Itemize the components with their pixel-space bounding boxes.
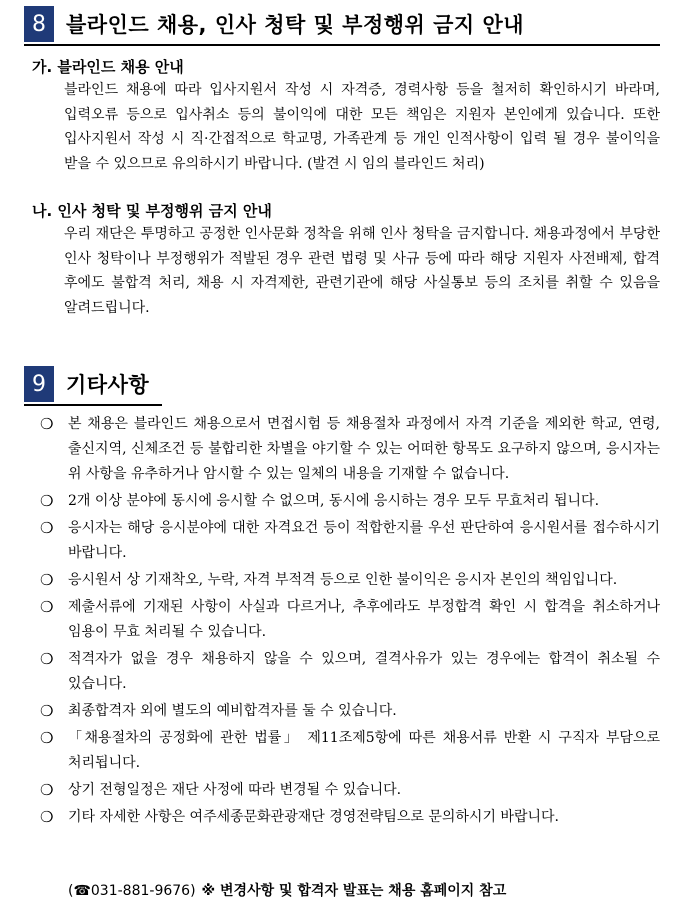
homepage-note: ※ 변경사항 및 합격자 발표는 채용 홈페이지 참고 — [201, 883, 507, 899]
section-8-title: 블라인드 채용, 인사 청탁 및 부정행위 금지 안내 — [66, 13, 525, 37]
list-item — [40, 568, 660, 593]
circle-bullet-icon: ❍ — [40, 781, 54, 799]
list-item-text: 본 채용은 블라인드 채용으로서 면접시험 등 채용절차 과정에서 자격 기준을 제외한 학교, 연령, 출신지역, 신체조건 등 불합리한 차별을 야기할 수 있는 어떠한 항목도 요구하지 않으며, 응시자는 위 사항을 유추하거나 암시할 수 있는 일체의 내용을 기재할 수 없습니다. — [68, 416, 660, 482]
list-item-text: 「채용절차의 공정화에 관한 법률」 제11조제5항에 따른 채용서류 반환 시 구직자 부담으로 처리됩니다. — [68, 730, 660, 771]
list-item-text: 최종합격자 외에 별도의 예비합격자를 둘 수 있습니다. — [68, 703, 397, 719]
circle-bullet-icon: ❍ — [40, 492, 54, 510]
circle-bullet-icon: ❍ — [40, 519, 54, 537]
circle-bullet-icon: ❍ — [40, 650, 54, 668]
notice-list — [40, 412, 660, 832]
section-9-header — [24, 366, 149, 402]
subsection-b-body: 우리 재단은 투명하고 공정한 인사문화 정착을 위해 인사 청탁을 금지합니다. 채용과정에서 부당한 인사 청탁이나 부정행위가 적발된 경우 관련 법령 및 사규 등에 따라 해당 지원자 사전배제, 합격 후에도 불합격 처리, 채용 시 자격제한, 관련기관에 해당 사실통보 등의 조치를 취할 수 있음을 알려드립니다. — [64, 226, 660, 316]
list-item — [40, 489, 660, 514]
list-item-text: 응시원서 상 기재착오, 누락, 자격 부적격 등으로 인한 불이익은 응시자 본인의 책임입니다. — [68, 572, 618, 588]
circle-bullet-icon: ❍ — [40, 808, 54, 826]
section-9-title: 기타사항 — [66, 373, 150, 397]
subsection-a-title: 가. 블라인드 채용 안내 — [32, 58, 184, 76]
contact-line — [68, 880, 506, 900]
list-item-text: 기타 자세한 사항은 여주세종문화관광재단 경영전략팀으로 문의하시기 바랍니다. — [68, 809, 559, 825]
circle-bullet-icon: ❍ — [40, 415, 54, 433]
circle-bullet-icon: ❍ — [40, 729, 54, 747]
list-item — [40, 699, 660, 724]
list-item — [40, 595, 660, 645]
list-item — [40, 726, 660, 776]
list-item — [40, 647, 660, 697]
section-8-header — [24, 6, 524, 42]
list-item-text: 적격자가 없을 경우 채용하지 않을 수 있으며, 결격사유가 있는 경우에는 합격이 취소될 수 있습니다. — [68, 651, 660, 692]
list-item-text: 제출서류에 기재된 사항이 사실과 다르거나, 추후에라도 부정합격 확인 시 합격을 취소하거나 임용이 무효 처리될 수 있습니다. — [68, 599, 660, 640]
phone-number: (☎031-881-9676) — [68, 883, 196, 899]
list-item — [40, 412, 660, 487]
circle-bullet-icon: ❍ — [40, 598, 54, 616]
list-item — [40, 805, 660, 830]
list-item-text: 응시자는 해당 응시분야에 대한 자격요건 등이 적합한지를 우선 판단하여 응시원서를 접수하시기 바랍니다. — [68, 520, 660, 561]
section-8-divider — [24, 44, 660, 46]
section-8-number: 8 — [24, 6, 54, 42]
subsection-b-title: 나. 인사 청탁 및 부정행위 금지 안내 — [32, 202, 272, 220]
list-item-text: 2개 이상 분야에 동시에 응시할 수 없으며, 동시에 응시하는 경우 모두 무효처리 됩니다. — [68, 493, 600, 509]
section-9-number: 9 — [24, 366, 54, 402]
list-item — [40, 516, 660, 566]
list-item — [40, 778, 660, 803]
section-9-divider — [24, 404, 162, 406]
list-item-text: 상기 전형일정은 재단 사정에 따라 변경될 수 있습니다. — [68, 782, 402, 798]
circle-bullet-icon: ❍ — [40, 571, 54, 589]
subsection-a-body: 블라인드 채용에 따라 입사지원서 작성 시 자격증, 경력사항 등을 철저히 확인하시기 바라며, 입력오류 등으로 입사취소 등의 불이익에 대한 모든 책임은 지원자 본인에게 있습니다. 또한 입사지원서 작성 시 직·간접적으로 학교명, 가족관계 등 개인 인적사항이 입력 될 경우 불이익을 받을 수 있으므로 유의하시기 바랍니다. (발견 시 임의 블라인드 처리) — [64, 82, 660, 172]
circle-bullet-icon: ❍ — [40, 702, 54, 720]
